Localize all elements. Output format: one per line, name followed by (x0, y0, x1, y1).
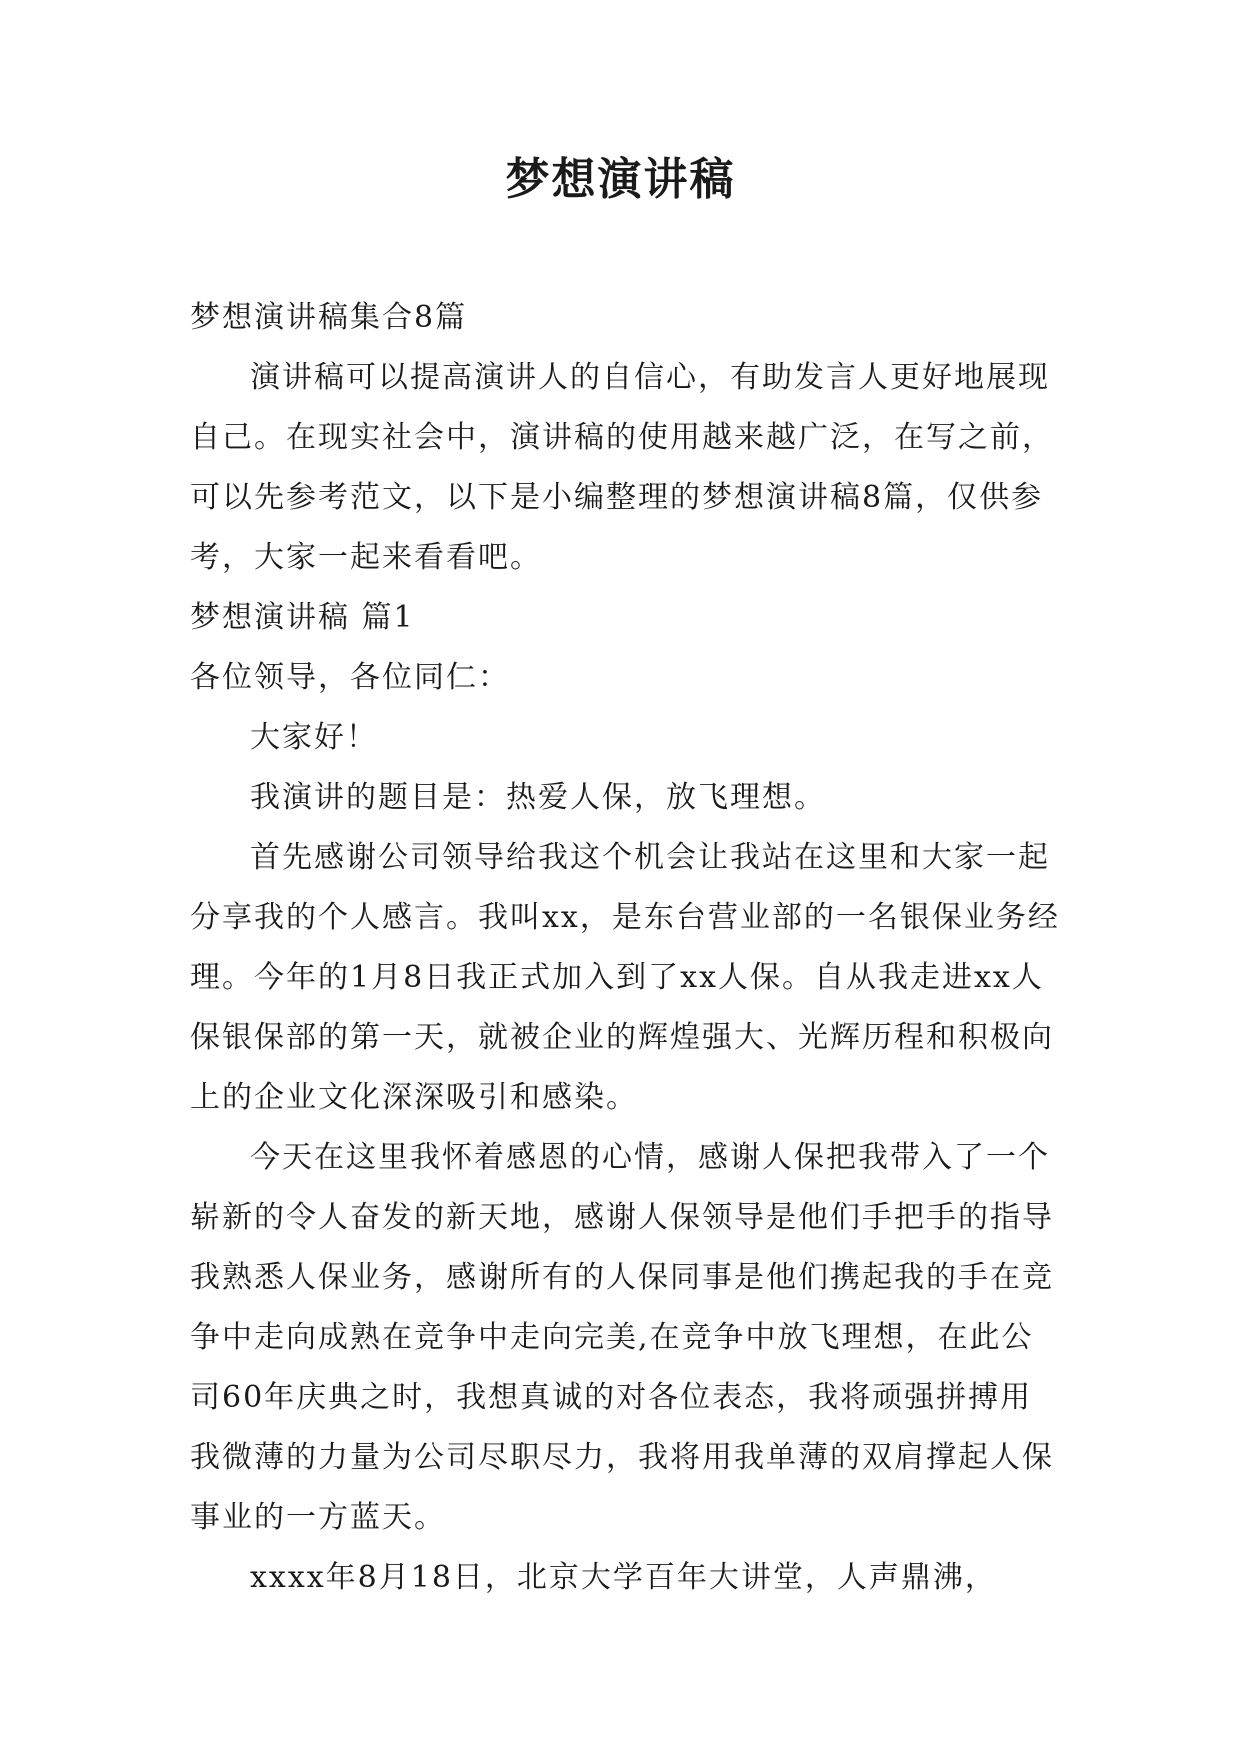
document-body (190, 288, 1060, 1608)
paragraph-body: xxxx年8月18日，北京大学百年大讲堂，人声鼎沸， (250, 1560, 997, 1595)
paragraph-body: 今天在这里我怀着感恩的心情，感谢人保把我带入了一个崭新的令人奋发的新天地，感谢人保领导是他们手把手的指导我熟悉人保业务，感谢所有的人保同事是他们携起我的手在竞争中走向成熟在竞争中走向完美,在竞争中放飞理想，在此公司60年庆典之时，我想真诚的对各位表态，我将顽强拼搏用我微薄的力量为公司尽职尽力，我将用我单薄的双肩撑起人保事业的一方蓝天。 (190, 1140, 1054, 1535)
paragraph-intro: 演讲稿可以提高演讲人的自信心，有助发言人更好地展现自己。在现实社会中，演讲稿的使用越来越广泛，在写之前，可以先参考范文，以下是小编整理的梦想演讲稿8篇，仅供参考，大家一起来看看吧。 (190, 360, 1054, 575)
paragraph-section-heading: 梦想演讲稿 篇1 (190, 600, 415, 635)
paragraph-body: 首先感谢公司领导给我这个机会让我站在这里和大家一起分享我的个人感言。我叫xx，是东台营业部的一名银保业务经理。今年的1月8日我正式加入到了xx人保。自从我走进xx人保银保部的第一天，就被企业的辉煌强大、光辉历程和积极向上的企业文化深深吸引和感染。 (190, 840, 1060, 1115)
paragraph-topic: 我演讲的题目是：热爱人保，放飞理想。 (250, 780, 826, 815)
paragraph-greeting: 大家好！ (250, 720, 378, 755)
paragraph-salutation: 各位领导，各位同仁： (190, 660, 510, 695)
document-title: 梦想演讲稿 (505, 154, 736, 205)
paragraph-collection-heading: 梦想演讲稿集合8篇 (190, 300, 468, 335)
